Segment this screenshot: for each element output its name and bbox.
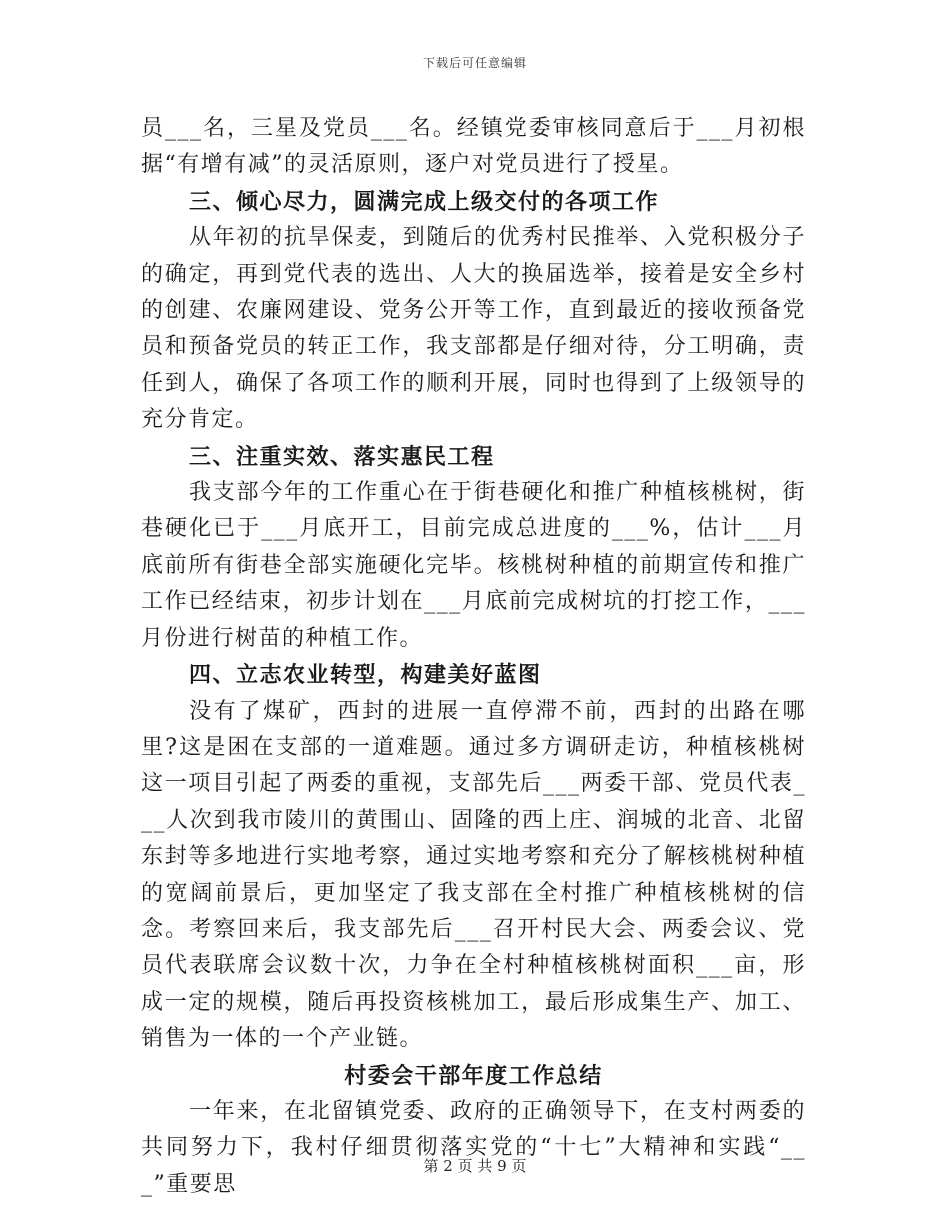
paragraph-summary-intro: 一年来，在北留镇党委、政府的正确领导下，在支村两委的共同努力下，我村仔细贯彻落实党的“十七”大精神和实践“___”重要思 bbox=[141, 1098, 806, 1197]
paragraph-livelihood: 我支部今年的工作重心在于街巷硬化和推广种植核桃树，街巷硬化已于___月底开工，目前完成总进度的___%，估计___月底前所有街巷全部实施硬化完毕。核桃树种植的前期宣传和推广工作已经结束，初步计划在___月底前完成树坑的打挖工作，___月份进行树苗的种植工作。 bbox=[141, 480, 806, 651]
page-number-footer: 第 2 页 共 9 页 bbox=[423, 1157, 527, 1175]
document-title: 村委会干部年度工作总结 bbox=[344, 1062, 603, 1089]
paragraph-star-rating: 员___名，三星及党员___名。经镇党委审核同意后于___月初根据“有增有减”的灵活原则，逐户对党员进行了授星。 bbox=[141, 116, 806, 178]
paragraph-tasks: 从年初的抗旱保麦，到随后的优秀村民推举、入党积极分子的确定，再到党代表的选出、人大的换届选举，接着是安全乡村的创建、农廉网建设、党务公开等工作，直到最近的接收预备党员和预备党员的转正工作，我支部都是仔细对待，分工明确，责任到人，确保了各项工作的顺利开展，同时也得到了上级领导的充分肯定。 bbox=[141, 225, 806, 433]
section-heading-agriculture: 四、立志农业转型，构建美好蓝图 bbox=[189, 662, 542, 689]
section-heading-tasks: 三、倾心尽力，圆满完成上级交付的各项工作 bbox=[189, 188, 660, 215]
section-heading-livelihood: 三、注重实效、落实惠民工程 bbox=[189, 443, 495, 470]
paragraph-agriculture: 没有了煤矿，西封的进展一直停滞不前，西封的出路在哪里?这是困在支部的一道难题。通过多方调研走访，种植核桃树这一项目引起了两委的重视，支部先后___两委干部、党员代表___人次到我市陵川的黄围山、固隆的西上庄、润城的北音、北留东封等多地进行实地考察，通过实地考察和充分了解核桃树种植的宽阔前景后，更加坚定了我支部在全村推广种植核桃树的信念。考察回来后，我支部先后___召开村民大会、两委会议、党员代表联席会议数十次，力争在全村种植核桃树面积___亩，形成一定的规模，随后再投资核桃加工，最后形成集生产、加工、销售为一体的一个产业链。 bbox=[141, 698, 806, 1052]
document-body bbox=[141, 111, 806, 1203]
page-header: 下载后可任意编辑 bbox=[422, 56, 527, 70]
